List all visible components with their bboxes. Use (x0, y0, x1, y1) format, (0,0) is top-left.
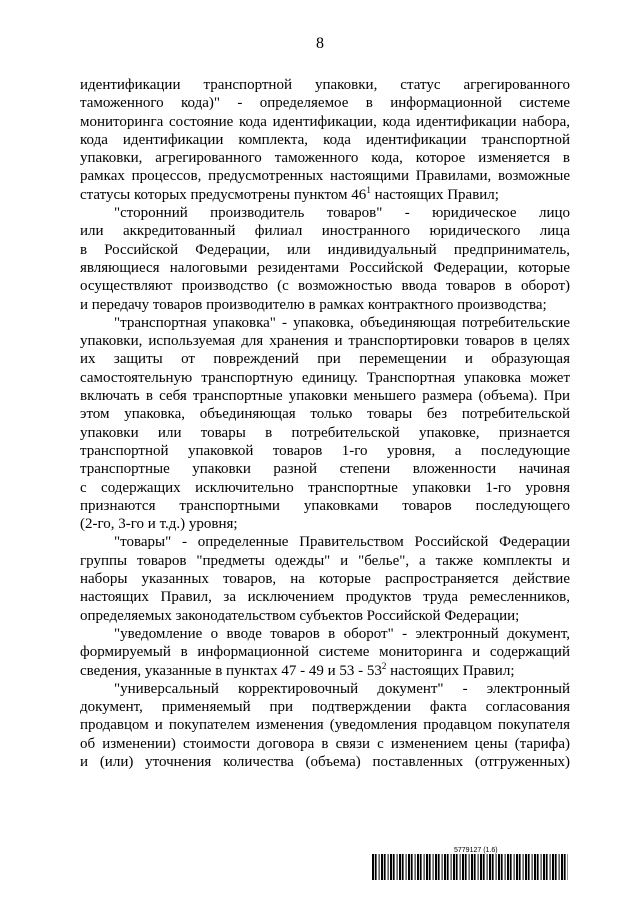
text-line: таможенного кода)" - определяемое в информационной системе (80, 95, 570, 112)
text-line: этом упаковка, объединяющая только товары без потребительской (80, 406, 570, 423)
text-line: в Российской Федерации, или индивидуальный предприниматель, (80, 241, 570, 258)
text-line: "уведомление о вводе товаров в оборот" - электронный документ, (114, 625, 570, 642)
text-line: кода идентификации комплекта, кода идентификации транспортной (80, 131, 570, 148)
text-line: сведения, указанные в пунктах 47 - 49 и $53 - 53^2$ настоящих Правил; (80, 660, 515, 679)
paragraph (80, 533, 570, 624)
text-line: (2-го, 3-го и т.д.) уровня; (80, 516, 238, 533)
text-line: и передачу товаров производителю в рамках контрактного производства; (80, 296, 547, 313)
text-line: включать в себя транспортные упаковки меньшего размера (объема). При (80, 388, 570, 405)
text-line: упаковки, используемая для хранения и транспортировки товаров в целях (80, 333, 570, 350)
text-line: с содержащих исключительно транспортные упаковки 1-го уровня (80, 479, 570, 496)
text-line: настоящих Правил, за исключением продуктов труда ремесленников, (80, 589, 570, 606)
text-line: "сторонний производитель товаров" - юридическое лицо (114, 205, 570, 222)
text-line: "транспортная упаковка" - упаковка, объединяющая потребительские (114, 314, 570, 331)
text-line: наборы указанных товаров, на которые распространяется действие (80, 571, 570, 588)
paragraph (80, 680, 570, 771)
text-line: являющиеся налоговыми резидентами Российской Федерации, которые (80, 259, 570, 276)
page-number: 8 (316, 35, 324, 52)
text-line: транспортной упаковкой товаров 1-го уровня, а последующие (80, 442, 570, 459)
paragraph (80, 204, 570, 314)
text-line: и (или) уточнения количества (объема) поставленных (отгруженных) (80, 753, 570, 770)
text-line: продавцом и покупателем изменения (уведомления продавцом покупателя (80, 717, 570, 734)
paragraph (80, 76, 570, 204)
text-line: мониторинга состояние кода идентификации, кода идентификации набора, (80, 113, 570, 130)
text-line: формируемый в информационной системе мониторинга и содержащий (80, 644, 570, 661)
text-line: "товары" - определенные Правительством Российской Федерации (114, 534, 570, 551)
text-line: рамках процессов, предусмотренных настоящими Правилами, возможные (80, 168, 570, 185)
text-line: транспортные упаковки разной степени вложенности начиная (80, 461, 570, 478)
text-line: упаковки или товары в потребительской упаковке, признается (80, 424, 570, 441)
text-line: статусы которых предусмотрены пунктом $46^1$ настоящих Правил; (80, 184, 499, 203)
text-line: документ, применяемый при подтверждении факта согласования (80, 699, 570, 716)
barcode (372, 854, 568, 880)
text-line: об изменении) стоимости договора в связи с изменением цены (тарифа) (80, 735, 570, 752)
barcode-id: 5779127 (1.6) (454, 847, 498, 854)
text-line: группы товаров "предметы одежды" и "белье", а также комплекты и (80, 552, 570, 569)
document-body (80, 76, 570, 771)
text-line: или аккредитованный филиал иностранного юридического лица (80, 223, 570, 240)
text-line: осуществляют производство (с возможностью ввода товаров в оборот) (80, 278, 570, 295)
paragraph (80, 625, 570, 680)
text-line: упаковки, агрегированного таможенного кода, которое изменяется в (80, 150, 570, 167)
text-line: идентификации транспортной упаковки, статус агрегированного (80, 77, 570, 93)
text-line: самостоятельную транспортную единицу. Транспортная упаковка может (80, 369, 570, 386)
text-line: "универсальный корректировочный документ" - электронный (114, 680, 570, 697)
paragraph (80, 314, 570, 534)
text-line: признаются транспортными упаковками товаров последующего (80, 497, 570, 514)
text-line: определяемых законодательством субъектов Российской Федерации; (80, 607, 520, 624)
text-line: их защиты от повреждений при перемещении и образующая (80, 351, 570, 368)
